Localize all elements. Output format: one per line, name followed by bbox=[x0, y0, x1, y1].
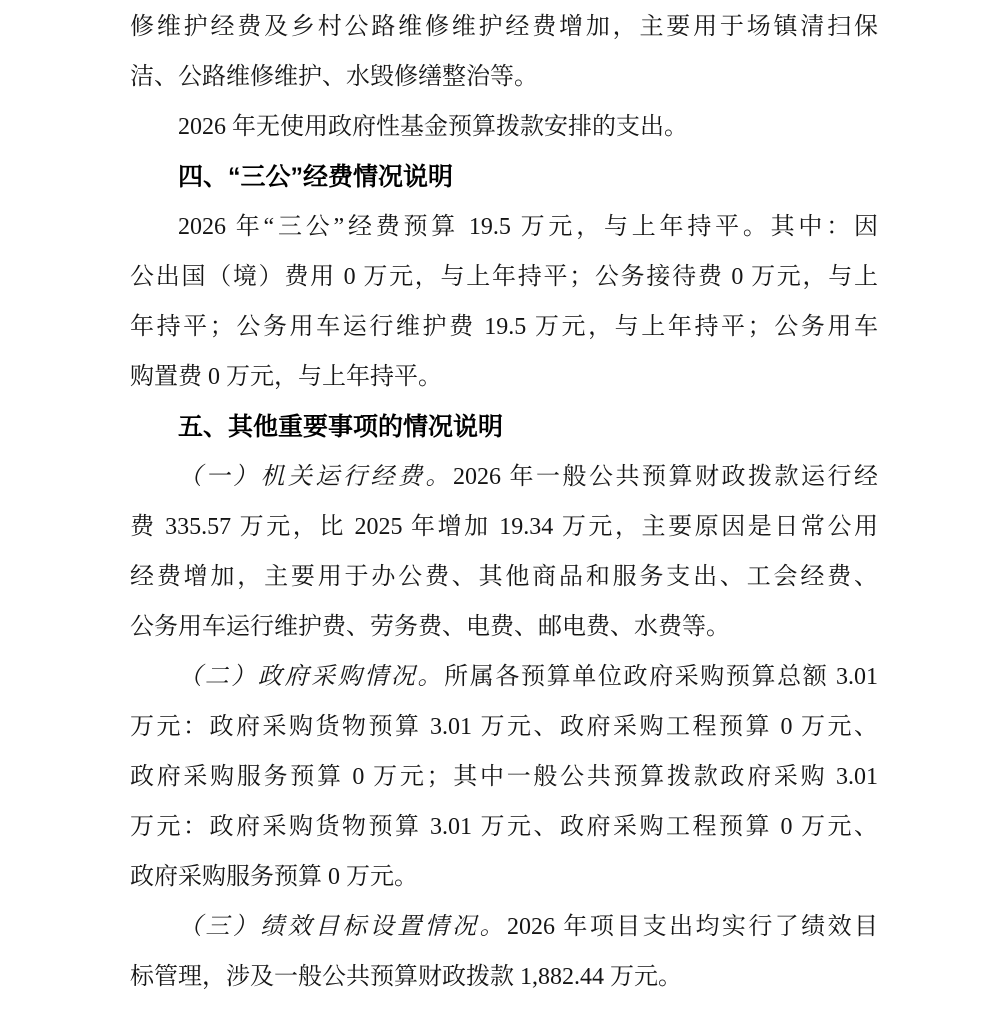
text-line: 政府采购服务预算 0 万元；其中一般公共预算拨款政府采购 3.01 bbox=[130, 764, 878, 790]
paragraph-leader: （一）机关运行经费。 bbox=[178, 464, 453, 490]
text-line: 政府采购服务预算 0 万元。 bbox=[130, 864, 418, 890]
section-heading: 五、其他重要事项的情况说明 bbox=[178, 413, 504, 441]
text-line: 费 335.57 万元，比 2025 年增加 19.34 万元，主要原因是日常公用 bbox=[130, 514, 878, 540]
paragraph-leader: （二）政府采购情况。 bbox=[178, 664, 445, 690]
text-line: 经费增加，主要用于办公费、其他商品和服务支出、工会经费、 bbox=[130, 564, 878, 590]
paragraph-text: 2026 年项目支出均实行了绩效目 bbox=[507, 914, 878, 940]
text-line: 修维护经费及乡村公路维修维护经费增加，主要用于场镇清扫保 bbox=[130, 14, 878, 40]
text-line: 公务用车运行维护费、劳务费、电费、邮电费、水费等。 bbox=[130, 614, 730, 640]
text-line: 购置费 0 万元，与上年持平。 bbox=[130, 364, 442, 390]
text-line: 2026 年“三公”经费预算 19.5 万元，与上年持平。其中：因 bbox=[178, 214, 878, 240]
text-line bbox=[130, 452, 878, 502]
paragraph-text: 2026 年一般公共预算财政拨款运行经 bbox=[453, 464, 878, 490]
text-line: 公出国（境）费用 0 万元，与上年持平；公务接待费 0 万元，与上 bbox=[130, 264, 878, 290]
document-body bbox=[130, 2, 878, 1002]
text-line: 标管理，涉及一般公共预算财政拨款 1,882.44 万元。 bbox=[130, 964, 682, 990]
text-line: 年持平；公务用车运行维护费 19.5 万元，与上年持平；公务用车 bbox=[130, 314, 878, 340]
text-line: 万元：政府采购货物预算 3.01 万元、政府采购工程预算 0 万元、 bbox=[130, 714, 878, 740]
text-line: 2026 年无使用政府性基金预算拨款安排的支出。 bbox=[178, 114, 688, 140]
text-line bbox=[130, 652, 878, 702]
section-heading: 四、“三公”经费情况说明 bbox=[178, 163, 454, 191]
text-line: 万元：政府采购货物预算 3.01 万元、政府采购工程预算 0 万元、 bbox=[130, 814, 878, 840]
paragraph-leader: （三）绩效目标设置情况。 bbox=[178, 914, 507, 940]
text-line bbox=[130, 902, 878, 952]
paragraph-text: 所属各预算单位政府采购预算总额 3.01 bbox=[444, 664, 879, 690]
text-line: 洁、公路维修维护、水毁修缮整治等。 bbox=[130, 64, 538, 90]
